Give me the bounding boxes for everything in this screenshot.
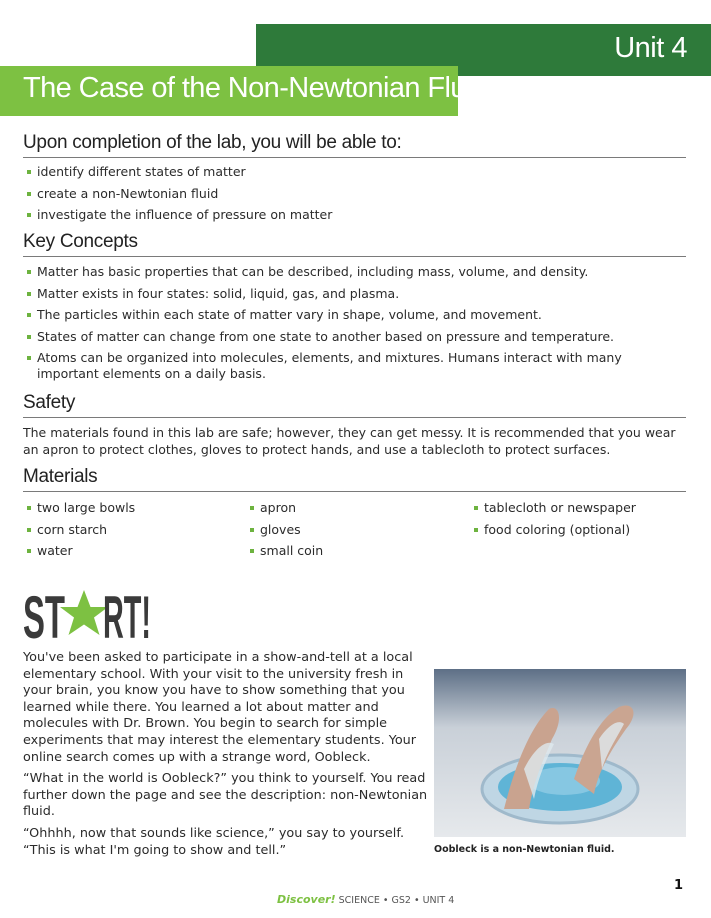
star-icon (60, 590, 108, 635)
objectives-heading: Upon completion of the lab, you will be able to: (23, 132, 686, 158)
list-item: Matter exists in four states: solid, liquid, gas, and plasma. (25, 286, 665, 302)
key-concepts-list (25, 264, 665, 388)
list-item: identify different states of matter (25, 164, 332, 180)
list-item: Atoms can be organized into molecules, elements, and mixtures. Humans interact with many important elements on a daily basis. (25, 350, 665, 382)
list-item: gloves (248, 522, 323, 538)
list-item: investigate the influence of pressure on matter (25, 207, 332, 223)
list-item: Matter has basic properties that can be described, including mass, volume, and density. (25, 264, 665, 280)
start-logo (23, 584, 153, 651)
photo-caption: Oobleck is a non-Newtonian fluid. (434, 844, 615, 855)
materials-col-2 (248, 500, 323, 565)
list-item: small coin (248, 543, 323, 559)
unit-label: Unit 4 (614, 32, 687, 64)
title-banner (0, 66, 488, 116)
list-item: create a non-Newtonian fluid (25, 186, 332, 202)
key-concepts-heading: Key Concepts (23, 231, 686, 257)
materials-heading: Materials (23, 466, 686, 492)
oobleck-photo (434, 669, 686, 837)
safety-heading: Safety (23, 392, 686, 418)
footer-brand: Discover! (277, 893, 336, 906)
story-paragraph: “Ohhhh, now that sounds like science,” you say to yourself. “This is what I'm going to show and tell.” (23, 825, 405, 858)
list-item: The particles within each state of matter vary in shape, volume, and movement. (25, 307, 665, 323)
page-number: 1 (673, 878, 683, 893)
story-paragraph: You've been asked to participate in a show-and-tell at a local elementary school. With your visit to the university fresh in your brain, you know you have to show something that you learned while there. You learned a lot about matter and molecules with Dr. Brown. You begin to search for simple experiments that may interest the elementary students. Your online search comes up with a strange word, Oobleck. (23, 650, 417, 765)
safety-text: The materials found in this lab are safe; however, they can get messy. It is recommended that you wear an apron to protect clothes, gloves to protect hands, and use a tablecloth to protect surfaces. (23, 425, 676, 457)
start-logo-graphic (23, 584, 153, 651)
list-item: corn starch (25, 522, 135, 538)
materials-col-3 (472, 500, 636, 543)
svg-text:RT!: RT! (103, 584, 151, 651)
list-item: tablecloth or newspaper (472, 500, 636, 516)
list-item: food coloring (optional) (472, 522, 636, 538)
page-title: The Case of the Non-Newtonian Fluid (23, 72, 488, 104)
list-item: States of matter can change from one state to another based on pressure and temperature. (25, 329, 665, 345)
svg-text:ST: ST (23, 584, 65, 651)
list-item: water (25, 543, 135, 559)
list-item: two large bowls (25, 500, 135, 516)
story-text (23, 650, 428, 864)
footer-text: SCIENCE • GS2 • UNIT 4 (338, 895, 455, 906)
list-item: apron (248, 500, 323, 516)
objectives-list (25, 164, 332, 229)
materials-col-1 (25, 500, 135, 565)
story-paragraph: “What in the world is Oobleck?” you think to yourself. You read further down the page and see the description: non-Newtonian fluid. (23, 771, 428, 820)
footer (277, 893, 454, 906)
